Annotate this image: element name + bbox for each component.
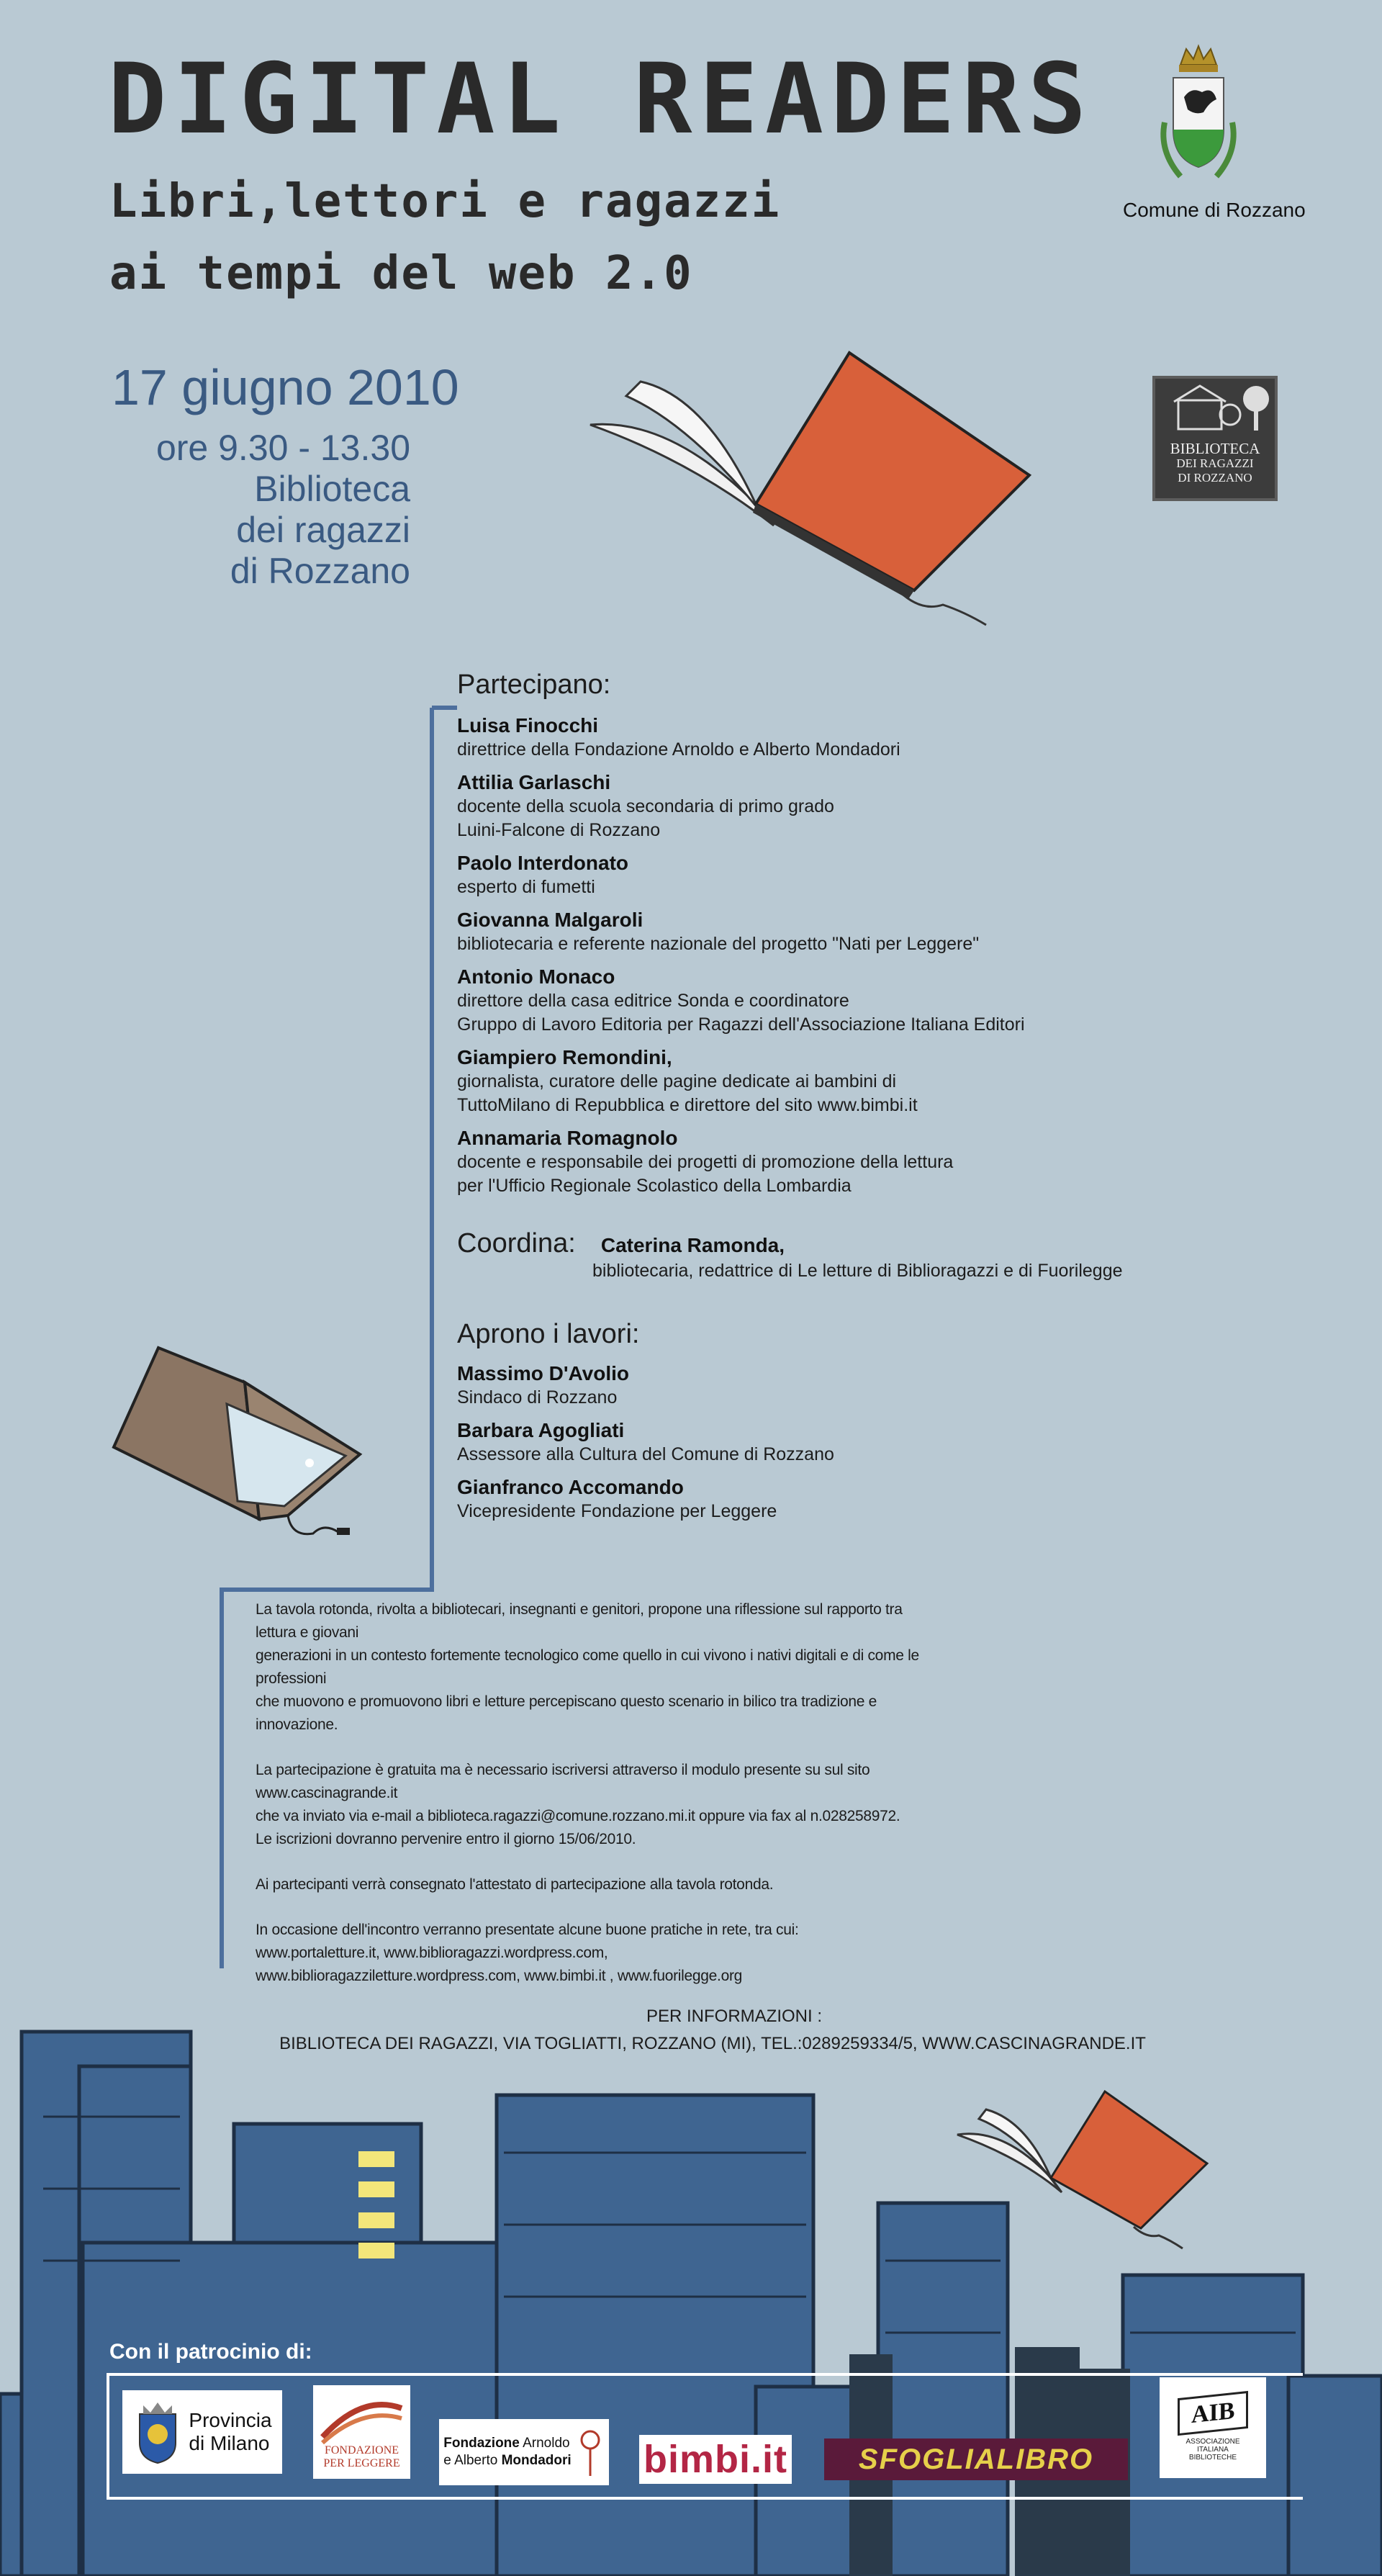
participants-section	[457, 670, 1177, 1207]
event-date: 17 giugno 2010	[112, 359, 459, 415]
participant-item	[457, 965, 1177, 1037]
aib-logo	[1160, 2377, 1266, 2478]
patronage-label: Con il patrocinio di:	[109, 2340, 312, 2364]
opening-item	[457, 1418, 1105, 1467]
subtitle-line-2: ai tempi del web 2.0	[109, 247, 693, 300]
participant-role: direttore della casa editrice Sonda e coordinatore	[457, 991, 849, 1011]
opening-name: Barbara Agogliati	[457, 1419, 625, 1441]
aib-sub-1: ASSOCIAZIONE	[1185, 2437, 1240, 2446]
subtitle-line-1: Libri,lettori e ragazzi	[109, 175, 781, 228]
participant-item	[457, 1045, 1177, 1117]
fondazione-mondadori-logo	[439, 2419, 609, 2485]
participant-item	[457, 1126, 1177, 1198]
participant-name: Paolo Interdonato	[457, 852, 628, 874]
participant-role: Luini-Falcone di Rozzano	[457, 820, 661, 840]
aib-badge	[1178, 2390, 1248, 2435]
description-paragraph	[256, 1919, 932, 1988]
coordinator-role: bibliotecaria, redattrice di Le letture di Biblioragazzi e di Fuorilegge	[592, 1261, 1123, 1281]
mondadori-word-2: Arnoldo	[523, 2436, 570, 2451]
opening-item	[457, 1475, 1105, 1523]
opening-heading: Aprono i lavori:	[457, 1319, 640, 1349]
participant-item	[457, 851, 1177, 899]
coordinator-section	[457, 1228, 1321, 1283]
contact-details: BIBLIOTECA DEI RAGAZZI, VIA TOGLIATTI, ROZZANO (MI), TEL.:0289259334/5, WWW.CASCINAGRANDE.IT	[279, 2034, 1146, 2053]
opening-role: Vicepresidente Fondazione per Leggere	[457, 1501, 777, 1521]
fondazione-per-leggere-logo	[313, 2385, 410, 2479]
ebook-reader-icon	[108, 1339, 367, 1548]
description-line: generazioni in un contesto fortemente tecnologico come quello in cui vivono i nativi digitali e di come le professioni	[256, 1647, 919, 1687]
opening-role: Sindaco di Rozzano	[457, 1387, 618, 1408]
opening-section	[457, 1319, 1105, 1532]
participants-heading: Partecipano:	[457, 670, 611, 700]
event-venue-line-3: di Rozzano	[230, 551, 410, 591]
provincia-milano-logo	[122, 2390, 282, 2474]
description-line: In occasione dell'incontro verranno presentate alcune buone pratiche in rete, tra cui:	[256, 1922, 799, 1938]
bimbi-text: bimbi.it	[643, 2438, 787, 2481]
mondadori-word-1: Fondazione	[443, 2436, 520, 2451]
aib-text: AIB	[1191, 2397, 1235, 2428]
participant-name: Giampiero Remondini,	[457, 1046, 672, 1068]
participant-role: giornalista, curatore delle pagine dedicate ai bambini di	[457, 1071, 897, 1091]
opening-item	[457, 1361, 1105, 1410]
mondadori-word-4: Mondadori	[501, 2453, 572, 2468]
provincia-line-2: di Milano	[189, 2432, 270, 2454]
description-block	[256, 1598, 932, 2010]
comune-label: Comune di Rozzano	[1123, 199, 1306, 221]
flying-book-small-icon	[954, 2084, 1213, 2257]
description-paragraph	[256, 1873, 932, 1896]
participant-name: Attilia Garlaschi	[457, 771, 611, 793]
fondazione-leggere-line-2: PER LEGGERE	[323, 2457, 400, 2469]
participant-role: TuttoMilano di Repubblica e direttore del sito www.bimbi.it	[457, 1095, 918, 1115]
description-line: Ai partecipanti verrà consegnato l'attestato di partecipazione alla tavola rotonda.	[256, 1876, 774, 1893]
participant-name: Giovanna Malgaroli	[457, 909, 643, 931]
participant-role: direttrice della Fondazione Arnoldo e Alberto Mondadori	[457, 739, 900, 760]
participant-item	[457, 770, 1177, 842]
description-line: www.portaletture.it, www.biblioragazzi.wordpress.com,	[256, 1945, 608, 1961]
rose-icon	[576, 2427, 605, 2477]
library-logo-line-1: BIBLIOTECA	[1170, 440, 1260, 457]
bimbi-logo	[639, 2435, 792, 2484]
description-line: che va inviato via e-mail a biblioteca.ragazzi@comune.rozzano.mi.it oppure via fax al n.028258972.	[256, 1808, 900, 1824]
participant-role: per l'Ufficio Regionale Scolastico della Lombardia	[457, 1176, 852, 1196]
fondazione-leggere-line-1: FONDAZIONE	[324, 2444, 399, 2456]
participant-role: docente della scuola secondaria di primo grado	[457, 796, 834, 816]
sfoglialibro-text: SFOGLIALIBRO	[858, 2443, 1094, 2475]
sfoglialibro-logo	[824, 2438, 1128, 2480]
contact-label: PER INFORMAZIONI :	[646, 2007, 822, 2026]
participant-item	[457, 908, 1177, 956]
description-paragraph	[256, 1598, 932, 1737]
participant-role: esperto di fumetti	[457, 877, 595, 897]
provincia-line-1: Provincia	[189, 2409, 272, 2431]
participant-role: docente e responsabile dei progetti di promozione della lettura	[457, 1152, 954, 1172]
participant-role: Gruppo di Lavoro Editoria per Ragazzi dell'Associazione Italiana Editori	[457, 1014, 1025, 1035]
description-line: che muovono e promuovono libri e letture percepiscano questo scenario in bilico tra tradizione e innovazione.	[256, 1693, 877, 1733]
participant-name: Antonio Monaco	[457, 965, 615, 988]
library-logo-line-3: DI ROZZANO	[1178, 471, 1252, 485]
opening-role: Assessore alla Cultura del Comune di Rozzano	[457, 1444, 834, 1464]
provincia-crest-icon	[132, 2400, 183, 2464]
participant-item	[457, 713, 1177, 762]
description-line: La tavola rotonda, rivolta a bibliotecari, insegnanti e genitori, propone una riflessione sul rapporto tra lettura e giovani	[256, 1601, 903, 1641]
description-paragraph	[256, 1759, 932, 1851]
description-line: www.biblioragazziletture.wordpress.com, www.bimbi.it , www.fuorilegge.org	[256, 1968, 743, 1984]
description-line: Le iscrizioni dovranno pervenire entro il giorno 15/06/2010.	[256, 1831, 636, 1847]
swoosh-icon	[319, 2394, 405, 2444]
coordinator-label: Coordina:	[457, 1228, 576, 1258]
event-venue-line-1: Biblioteca	[254, 469, 410, 509]
library-logo-line-2: DEI RAGAZZI	[1176, 456, 1254, 470]
participant-role: bibliotecaria e referente nazionale del progetto "Nati per Leggere"	[457, 934, 980, 954]
aib-sub-3: BIBLIOTECHE	[1188, 2453, 1237, 2462]
mondadori-word-3: e Alberto	[443, 2453, 498, 2468]
event-time: ore 9.30 - 13.30	[155, 428, 410, 468]
page-title: DIGITAL READERS	[108, 42, 1094, 156]
opening-name: Gianfranco Accomando	[457, 1476, 684, 1498]
description-line: La partecipazione è gratuita ma è necessario iscriversi attraverso il modulo presente su sul sito www.cascinagrande.it	[256, 1762, 870, 1801]
coordinator-name: Caterina Ramonda,	[600, 1234, 785, 1256]
participant-name: Luisa Finocchi	[457, 714, 599, 737]
aib-sub-2: ITALIANA	[1197, 2445, 1229, 2454]
participant-name: Annamaria Romagnolo	[457, 1127, 678, 1149]
opening-name: Massimo D'Avolio	[457, 1362, 629, 1384]
event-venue-line-2: dei ragazzi	[236, 510, 410, 550]
